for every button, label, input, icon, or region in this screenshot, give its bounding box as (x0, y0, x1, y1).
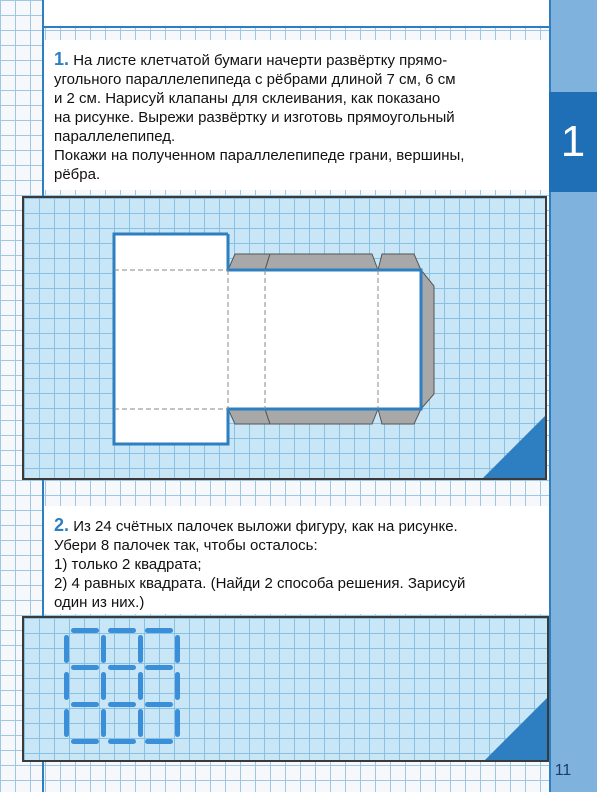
flap-bottom-2 (265, 409, 378, 424)
task1-line-5: Покажи на полученном параллелепипеде грани, вершины, (54, 147, 465, 164)
matchstick-vertical (175, 672, 180, 700)
matchstick-horizontal (145, 702, 173, 707)
task2-number: 2. (54, 515, 70, 535)
matchstick-horizontal (71, 702, 99, 707)
task2-line-2: 1) только 2 квадрата; (54, 556, 202, 573)
page-number: 11 (554, 762, 572, 779)
flap-top-2 (265, 254, 378, 270)
task1-line-2: и 2 см. Нарисуй клапаны для склеивания, как показано (54, 90, 441, 107)
flap-right (421, 270, 434, 409)
matchstick-horizontal (71, 628, 99, 633)
box-net-drawing (24, 198, 547, 480)
figure-corner-triangle (483, 416, 545, 478)
chapter-marker: 1 (549, 92, 597, 192)
task2-text (44, 506, 549, 614)
task1-text (44, 40, 549, 190)
matchstick-vertical (64, 672, 69, 700)
matchstick-vertical (138, 635, 143, 663)
task1-number: 1. (54, 49, 70, 69)
task1-line-3: на рисунке. Вырежи развёртку и изготовь прямоугольный (54, 109, 455, 126)
figure-corner-triangle (485, 698, 547, 760)
matchstick-vertical (64, 709, 69, 737)
top-strip (44, 0, 549, 28)
task1-line-1: угольного параллелепипеда с рёбрами длиной 7 см, 6 см (54, 71, 456, 88)
matchstick-horizontal (108, 628, 136, 633)
matchstick-vertical (101, 672, 106, 700)
matchstick-horizontal (145, 739, 173, 744)
task1-line-6: рёбра. (54, 166, 101, 183)
flap-top-3 (378, 254, 421, 270)
matchstick-vertical (175, 635, 180, 663)
faces-middle (228, 270, 421, 409)
flap-bottom-1 (228, 409, 270, 424)
task2-line-4: один из них.) (54, 594, 145, 611)
matchstick-vertical (101, 635, 106, 663)
task2-line-3: 2) 4 равных квадрата. (Найди 2 способа решения. Зарисуй (54, 575, 466, 592)
matchstick-horizontal (145, 628, 173, 633)
matchstick-horizontal (108, 665, 136, 670)
box-net-figure (22, 196, 547, 480)
sticks-figure (22, 616, 549, 762)
matchstick-horizontal (71, 665, 99, 670)
matchstick-horizontal (108, 702, 136, 707)
matchstick-vertical (138, 672, 143, 700)
matchstick-vertical (101, 709, 106, 737)
flap-bottom-3 (378, 409, 421, 424)
matchstick-horizontal (108, 739, 136, 744)
matchstick-vertical (175, 709, 180, 737)
face-left (114, 234, 228, 444)
flap-top-1 (228, 254, 270, 270)
matchstick-horizontal (71, 739, 99, 744)
task2-line-0: 2. Из 24 счётных палочек выложи фигуру, как на рисунке. (54, 515, 458, 535)
matchstick-vertical (64, 635, 69, 663)
matchstick-horizontal (145, 665, 173, 670)
matchstick-vertical (138, 709, 143, 737)
task1-line-4: параллелепипед. (54, 128, 176, 145)
task2-line-1: Убери 8 палочек так, чтобы осталось: (54, 537, 318, 554)
task1-line-0: 1. На листе клетчатой бумаги начерти развёртку прямо- (54, 49, 448, 69)
